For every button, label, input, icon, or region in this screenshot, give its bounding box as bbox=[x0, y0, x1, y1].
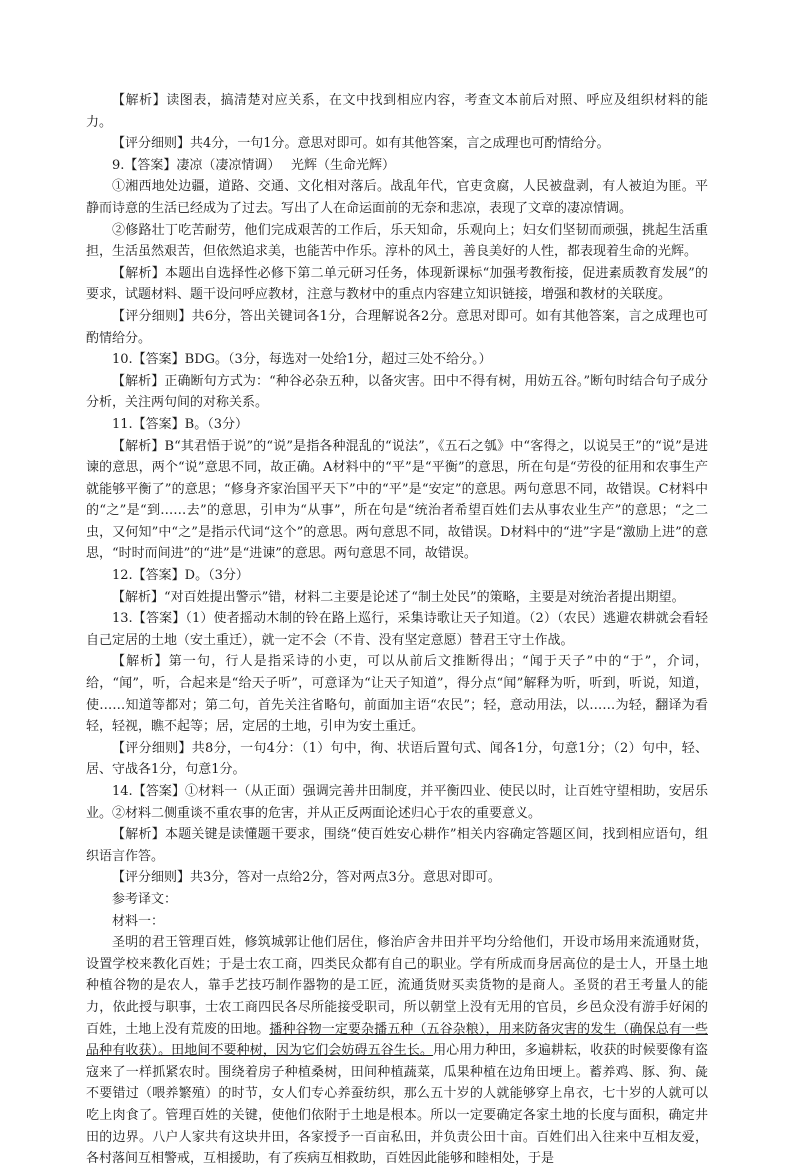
paragraph-text: 【评分细则】共3分，答对一点给2分，答对两点3分。意思对即可。 bbox=[112, 870, 501, 886]
paragraph-p05 bbox=[86, 220, 708, 263]
paragraph-p02 bbox=[86, 133, 708, 155]
paragraph-text: 材料一： bbox=[112, 913, 165, 929]
paragraph-text: 14.【答案】①材料一（从正面）强调完善井田制度，并平衡四业、使民以时，让百姓守望相助，安居乐业。②材料二侧重谈不重农事的危害，并从正反两面论述归心于农的重要意义。 bbox=[86, 784, 708, 821]
paragraph-text: 【解析】本题关键是读懂题干要求，围绕“使百姓安心耕作”相关内容确定答题区间，找到相应语句，组织语言作答。 bbox=[86, 827, 708, 864]
paragraph-text: 圣明的君王管理百姓，修筑城郭让他们居住，修治庐舍井田并平均分给他们，开设市场用来流通财货，设置学校来教化百姓；于是士农工商，四类民众都有自己的职业。学有所成而身居高位的是士人，开垦土地种植谷物的是农人，靠手艺技巧制作器物的是工匠，流通货财买卖货物的是商人。圣贤的君王考量人的能力，依此授与职事，士农工商四民各尽所能接受职司，所以朝堂上没有无用的官员，乡邑众没有游手好闲的百姓，土地上没有荒废的田地。 bbox=[86, 935, 708, 1037]
paragraph-text: 【评分细则】共6分，答出关键词各1分，合理解说各2分。意思对即可。如有其他答案，言之成理也可酌情给分。 bbox=[86, 308, 708, 346]
paragraph-p17 bbox=[86, 781, 708, 824]
paragraph-p15 bbox=[86, 651, 708, 737]
paragraph-p01 bbox=[86, 90, 708, 133]
paragraph-text: 【解析】“对百姓提出警示”错，材料二主要是论述了“制土处民”的策略，主要是对统治者提出期望。 bbox=[112, 589, 685, 605]
paragraph-p11 bbox=[86, 436, 708, 566]
paragraph-p09 bbox=[86, 371, 708, 414]
paragraph-text: 10.【答案】BDG。（3分，每选对一处给1分，超过三处不给分。） bbox=[112, 352, 492, 368]
paragraph-text: ①湘西地处边疆，道路、交通、文化相对落后。战乱年代，官吏贪腐，人民被盘剥，有人被迫为匪。平静而诗意的生活已经成为了过去。写出了人在命运面前的无奈和悲凉，表现了文章的凄凉情调。 bbox=[86, 179, 708, 216]
paragraph-text: 参考译文： bbox=[112, 891, 178, 907]
paragraph-text: 【解析】正确断句方式为：“种谷必杂五种，以备灾害。田中不得有树，用妨五谷。”断句时结合句子成分分析，关注两句间的对称关系。 bbox=[86, 373, 708, 411]
paragraph-p16 bbox=[86, 738, 708, 781]
paragraph-text: 用心用力种田，多遍耕耘，收获的时候要像有盗寇来了一样抓紧农时。围绕着房子种植桑树，田间种植蔬菜，瓜果种植在边角田埂上。蓄养鸡、豚、狗、彘不要错过（喂养繁殖）的时节，女人们专心养蚕纺织，那么五十岁的人就能够穿上帛衣，七十岁的人就可以吃上肉食了。管理百姓的关键，使他们依附于土地是根本。所以一定要确定各家土地的长度与面积，确定井田的边界。八户人家共有这块井田，各家授予一百亩私田，并负责公田十亩。百姓们出入往来中互相友爱，各村落间互相警戒，互相援助，有了疾病互相救助，百姓因此能够和睦相处，于是 bbox=[86, 1043, 708, 1167]
paragraph-p14 bbox=[86, 608, 708, 651]
paragraph-p20 bbox=[86, 889, 708, 911]
paragraph-p04 bbox=[86, 176, 708, 219]
underlined-text: 播种谷物一定要杂播五种（五谷杂粮），用来防备灾害的发生（确保总有一些品种有收获）。田地间不要种树，因为它们会妨碍五谷生长。 bbox=[86, 1021, 708, 1059]
paragraph-text: 11.【答案】B。（3分） bbox=[112, 416, 248, 432]
paragraph-p03 bbox=[86, 155, 708, 177]
paragraph-text: 【解析】第一句，行人是指采诗的小吏，可以从前后文推断得出；“闻于天子”中的“于”，介词，给，“闻”，听，合起来是“给天子听”，可意译为“让天子知道”，得分点“闻”解释为听，听到，听说，知道，使……知道等都对；第二句，首先关注省略句，前面加主语“农民”；轻，意动用法，以……为轻，翻译为看轻，轻视，瞧不起等；居，定居的土地，引申为安土重迁。 bbox=[86, 654, 708, 735]
paragraph-text: 【评分细则】共8分，一句4分：（1）句中，徇、状语后置句式、闻各1分，句意1分；（2）句中，轻、居、守战各1分，句意1分。 bbox=[86, 740, 708, 778]
paragraph-text: ②修路壮丁吃苦耐劳，他们完成艰苦的工作后，乐天知命，乐观向上；妇女们坚韧而顽强，挑起生活重担，生活虽然艰苦，但依然追求美，也能苦中作乐。淳朴的风土，善良美好的人性，都表现着生命的光辉。 bbox=[86, 222, 708, 260]
paragraph-text: 9.【答案】凄凉（凄凉情调） 光辉（生命光辉） bbox=[112, 157, 396, 173]
paragraph-text: 【解析】读图表，搞清楚对应关系，在文中找到相应内容，考查文本前后对照、呼应及组织材料的能力。 bbox=[86, 93, 708, 130]
paragraph-p13 bbox=[86, 587, 708, 609]
paragraph-p12 bbox=[86, 565, 708, 587]
paragraph-p07 bbox=[86, 306, 708, 349]
paragraph-text: 13.【答案】（1）使者摇动木制的铃在路上巡行，采集诗歌让天子知道。（2）（农民）逃避农耕就会看轻自己定居的土地（安土重迁），就一定不会（不肯、没有坚定意愿）替君王守土作战。 bbox=[86, 611, 708, 648]
paragraph-p21 bbox=[86, 911, 708, 933]
paragraph-p08 bbox=[86, 349, 708, 371]
paragraph-p22 bbox=[86, 932, 708, 1170]
paragraph-p06 bbox=[86, 263, 708, 306]
paragraph-text: 【解析】本题出自选择性必修下第二单元研习任务，体现新课标“加强考教衔接，促进素质教育发展”的要求，试题材料、题干设问呼应教材，注意与教材中的重点内容建立知识链接，增强和教材的关联度。 bbox=[86, 265, 708, 303]
paragraph-p18 bbox=[86, 824, 708, 867]
paragraph-text: 12.【答案】D。（3分） bbox=[112, 568, 249, 584]
paragraph-p19 bbox=[86, 867, 708, 889]
paragraph-p10 bbox=[86, 414, 708, 436]
paragraph-text: 【解析】B“其君悟于说”的“说”是指各种混乱的“说法”，《五石之瓠》中“客得之，以说吴王”的“说”是进谏的意思，两个“说”意思不同，故正确。A材料中的“平”是“平衡”的意思，所在句是“劳役的征用和农事生产就能够平衡了”的意思；“修身齐家治国平天下”中的“平”是“安定”的意思。两句意思不同，故错误。C材料中的“之”是“到……去”的意思，引申为“从事”，所在句是“统治者希望百姓们去从事农业生产”的意思；“之二虫，又何知”中“之”是指示代词“这个”的意思。两句意思不同，故错误。D材料中的“进”字是“激励上进”的意思，“时时而间进”的“进”是“进谏”的意思。两句意思不同，故错误。 bbox=[86, 438, 708, 562]
paragraph-text: 【评分细则】共4分，一句1分。意思对即可。如有其他答案，言之成理也可酌情给分。 bbox=[112, 136, 610, 152]
